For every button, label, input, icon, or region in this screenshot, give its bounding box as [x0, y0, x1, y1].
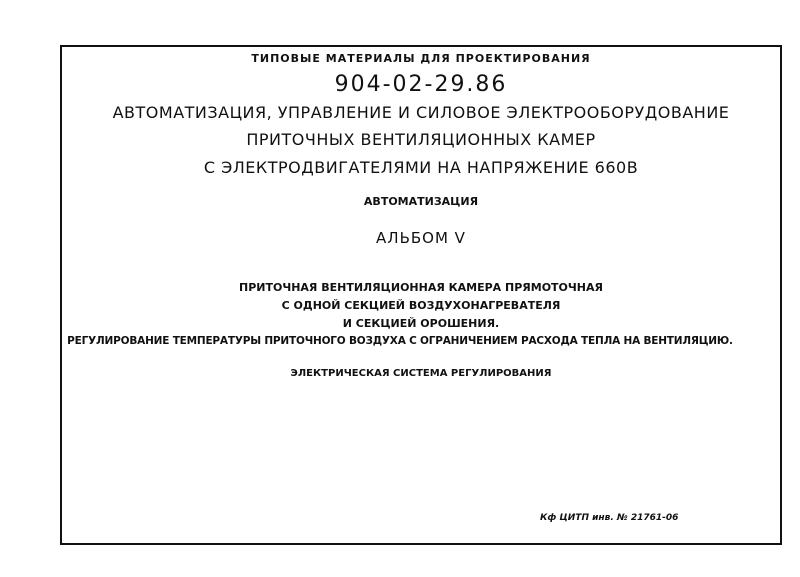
- album-label: АЛЬБОМ V: [376, 229, 466, 247]
- section-label: АВТОМАТИЗАЦИЯ: [363, 195, 479, 208]
- inventory-stamp: Кф ЦИТП инв. № 21761-06: [540, 513, 679, 523]
- title-line-3: С ЭЛЕКТРОДВИГАТЕЛЯМИ НА НАПРЯЖЕНИЕ 660В: [203, 158, 639, 177]
- project-code: 904-02-29.86: [334, 72, 508, 97]
- description-line-3: И СЕКЦИЕЙ ОРОШЕНИЯ.: [342, 317, 500, 330]
- series-heading: ТИПОВЫЕ МАТЕРИАЛЫ ДЛЯ ПРОЕКТИРОВАНИЯ: [251, 52, 591, 65]
- system-label: ЭЛЕКТРИЧЕСКАЯ СИСТЕМА РЕГУЛИРОВАНИЯ: [290, 368, 552, 379]
- description-line-1: ПРИТОЧНАЯ ВЕНТИЛЯЦИОННАЯ КАМЕРА ПРЯМОТОЧНАЯ: [239, 281, 603, 294]
- description-line-2: С ОДНОЙ СЕКЦИЕЙ ВОЗДУХОНАГРЕВАТЕЛЯ: [281, 299, 561, 312]
- title-line-2: ПРИТОЧНЫХ ВЕНТИЛЯЦИОННЫХ КАМЕР: [246, 130, 596, 149]
- description-line-4: РЕГУЛИРОВАНИЕ ТЕМПЕРАТУРЫ ПРИТОЧНОГО ВОЗДУХА С ОГРАНИЧЕНИЕМ РАСХОДА ТЕПЛА НА ВЕНТИЛЯЦИЮ.: [67, 335, 733, 347]
- title-line-1: АВТОМАТИЗАЦИЯ, УПРАВЛЕНИЕ И СИЛОВОЕ ЭЛЕКТРООБОРУДОВАНИЕ: [112, 103, 730, 122]
